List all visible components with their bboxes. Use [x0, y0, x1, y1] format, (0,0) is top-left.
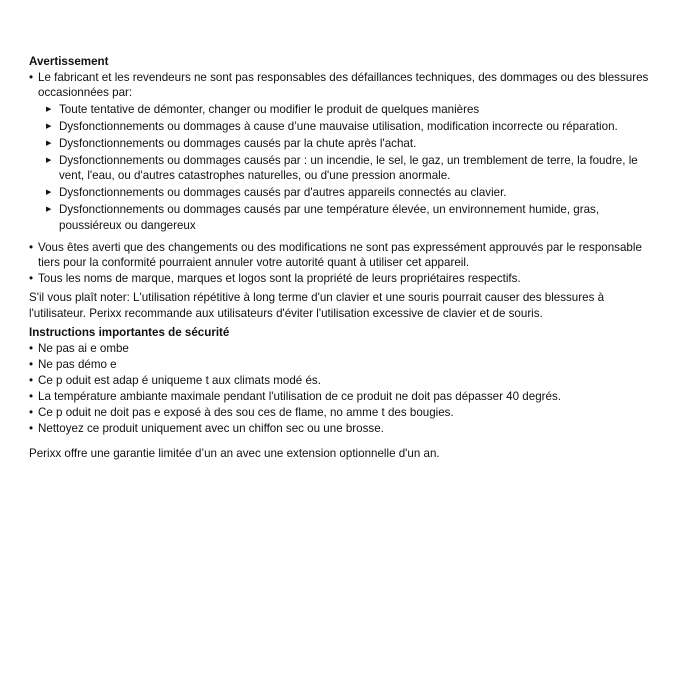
warning-intro [29, 70, 652, 101]
bullet-icon: • [29, 341, 34, 355]
trademark-notice [29, 271, 652, 287]
bullet-icon: • [29, 373, 34, 387]
list-item [29, 153, 652, 184]
modification-notice [29, 240, 652, 271]
list-item [29, 405, 652, 421]
list-item [29, 119, 652, 135]
safety-heading: Instructions importantes de sécurité [29, 326, 230, 339]
bullet-icon: • [29, 70, 34, 84]
list-item [29, 102, 652, 118]
arrow-bullet-icon: ▶ [46, 139, 52, 147]
liability-list [29, 102, 652, 234]
health-note: S'il vous plaît noter: L'utilisation répétitive à long terme d'un clavier et une souris pourrait causer des blessures à l'utilisateur. Perixx recommande aux utilisateurs d'éviter l'utilisation excessive de clavier et de souris. [29, 291, 605, 320]
list-item-text: Dysfonctionnements ou dommages causés par : un incendie, le sel, le gaz, un tremblement de terre, la foudre, le vent, l'eau, ou d'autres catastrophes naturelles, ou d'une pression anormale. [59, 153, 638, 182]
list-item [29, 421, 652, 437]
list-item [29, 185, 652, 201]
list-item [29, 357, 652, 373]
warning-heading: Avertissement [29, 55, 109, 68]
list-item [29, 202, 652, 233]
safety-item-text: Nettoyez ce produit uniquement avec un chiffon sec ou une brosse. [38, 421, 384, 435]
safety-item-text: Ne pas démo e [38, 357, 117, 371]
arrow-bullet-icon: ▶ [46, 105, 52, 113]
list-item [29, 389, 652, 405]
safety-item-text: Ce p oduit est adap é uniqueme t aux climats modé és. [38, 373, 321, 387]
modification-notice-text: Vous êtes averti que des changements ou des modifications ne sont pas expressément approuvés par le responsable tiers pour la conformité pourraient annuler votre autorité quant à utiliser cet appareil. [38, 240, 642, 269]
list-item [29, 373, 652, 389]
list-item [29, 341, 652, 357]
arrow-bullet-icon: ▶ [46, 122, 52, 130]
list-item-text: Toute tentative de démonter, changer ou modifier le produit de quelques manières [59, 102, 480, 116]
bullet-icon: • [29, 357, 34, 371]
bullet-icon: • [29, 389, 34, 403]
safety-item-text: La température ambiante maximale pendant l'utilisation de ce produit ne doit pas dépasser 40 degrés. [38, 389, 561, 403]
list-item [29, 136, 652, 152]
list-item-text: Dysfonctionnements ou dommages à cause d’une mauvaise utilisation, modification incorrecte ou réparation. [59, 119, 618, 133]
warranty-statement: Perixx offre une garantie limitée d’un an avec une extension optionnelle d'un an. [29, 446, 440, 460]
list-item-text: Dysfonctionnements ou dommages causés par une température élevée, un environnement humide, gras, poussiéreux ou dangereux [59, 203, 600, 232]
trademark-notice-text: Tous les noms de marque, marques et logos sont la propriété de leurs propriétaires respectifs. [38, 271, 521, 285]
arrow-bullet-icon: ▶ [46, 206, 52, 213]
safety-item-text: Ce p oduit ne doit pas e exposé à des sou ces de flame, no amme t des bougies. [38, 405, 454, 419]
safety-item-text: Ne pas ai e ombe [38, 341, 129, 355]
bullet-icon: • [29, 421, 34, 435]
bullet-icon: • [29, 271, 34, 285]
list-item-text: Dysfonctionnements ou dommages causés par la chute après l'achat. [59, 136, 417, 150]
warning-intro-text: Le fabricant et les revendeurs ne sont pas responsables des défaillances techniques, des dommages ou des blessures occasionnées par: [38, 70, 649, 99]
arrow-bullet-icon: ▶ [46, 156, 52, 164]
bullet-icon: • [29, 405, 34, 419]
arrow-bullet-icon: ▶ [46, 189, 52, 196]
list-item-text: Dysfonctionnements ou dommages causés par d'autres appareils connectés au clavier. [59, 186, 507, 199]
bullet-icon: • [29, 240, 34, 254]
